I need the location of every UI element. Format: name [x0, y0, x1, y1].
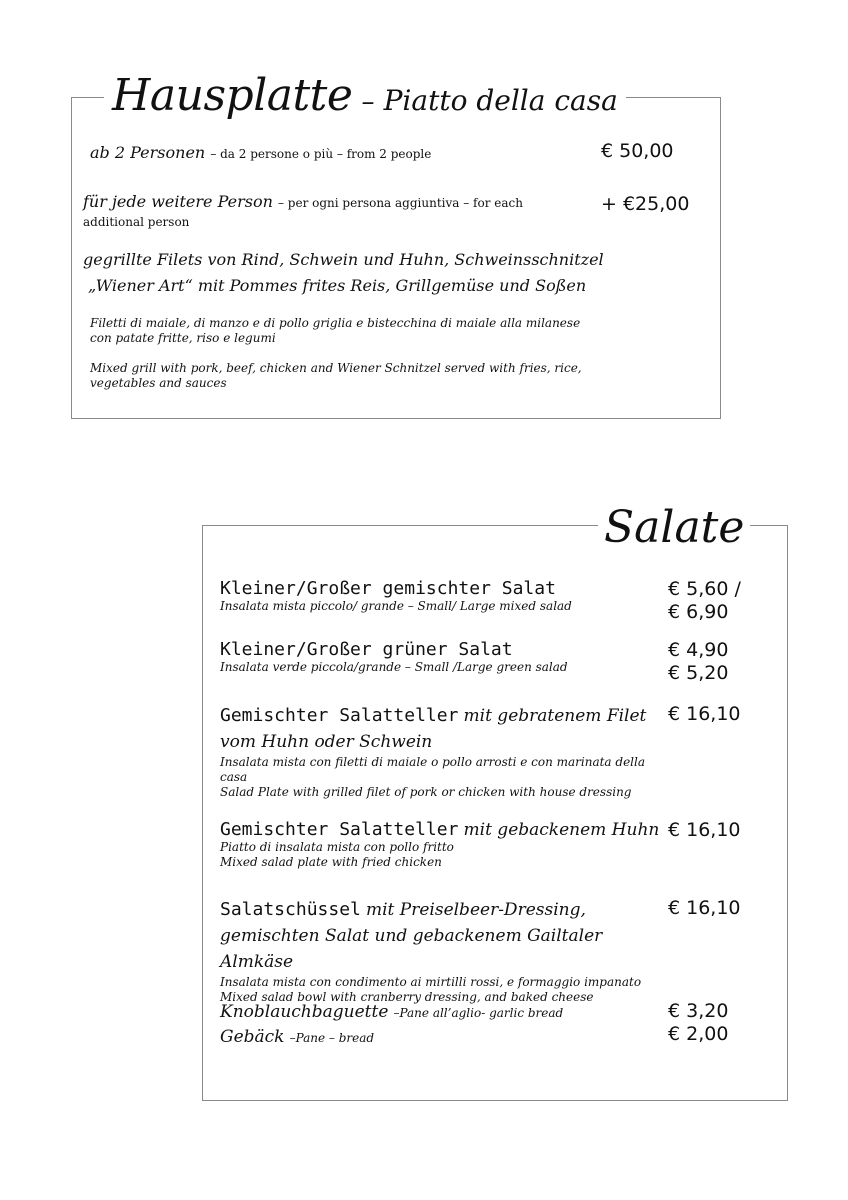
salad-item-price: € 16,10 [668, 819, 741, 841]
hausplatte-row2-price: + €25,00 [601, 193, 690, 215]
extra-item-text: –Pane – bread [289, 1031, 375, 1045]
salad-item-desc-en: Salad Plate with grilled filet of pork or chicken with house dressing [220, 785, 632, 799]
salad-item-name: Gemischter Salatteller [220, 819, 459, 840]
salad-item-price: € 16,10 [668, 703, 741, 725]
salad-item-price [668, 578, 741, 624]
hausplatte-desc-it: Filetti di maiale, di manzo e di pollo griglia e bistecchina di maiale alla milanese con patate fritte, riso e legumi [90, 316, 581, 345]
salad-item [220, 703, 655, 800]
hausplatte-row1-script: ab 2 Personen [90, 143, 206, 162]
extra-item-price: € 3,20 [668, 1000, 729, 1022]
extra-item-garlic-bread [220, 1002, 660, 1022]
salad-item-desc: Insalata mista piccolo/ grande – Small/ Large mixed salad [220, 599, 572, 613]
salad-item-desc-en: Mixed salad plate with fried chicken [220, 855, 442, 869]
hausplatte-row-two-people [90, 143, 600, 162]
salad-item-price-1: € 5,60 / [668, 578, 741, 600]
salad-item-script: mit gebratenem Filet vom Huhn oder Schwein [220, 706, 647, 752]
extra-item-price: € 2,00 [668, 1023, 729, 1045]
hausplatte-row2-text: – per ogni persona aggiuntiva – for each additional person [83, 196, 523, 229]
salate-title: Salate [598, 502, 750, 553]
hausplatte-desc-en: Mixed grill with pork, beef, chicken and Wiener Schnitzel served with fries, rice, vegetables and sauces [90, 361, 582, 390]
extra-item-script: Gebäck [220, 1027, 285, 1047]
hausplatte-heading [104, 70, 626, 121]
salad-item-name: Kleiner/Großer grüner Salat [220, 639, 513, 660]
salad-item-desc: Piatto di insalata mista con pollo fritto [220, 840, 454, 854]
extra-item-text: –Pane all’aglio- garlic bread [393, 1006, 564, 1020]
hausplatte-row2-script: für jede weitere Person [83, 192, 273, 211]
hausplatte-row1-text: – da 2 persone o più – from 2 people [210, 147, 432, 161]
hausplatte-title-separator: – [361, 87, 375, 117]
hausplatte-desc-de-2: „Wiener Art“ mit Pommes frites Reis, Grillgemüse und Soßen [88, 276, 587, 295]
extra-item-bread [220, 1027, 660, 1047]
salad-item [220, 578, 660, 614]
salad-item-desc-en: Mixed salad bowl with cranberry dressing, and baked cheese [220, 990, 594, 1004]
salad-item-price: € 16,10 [668, 897, 741, 919]
salad-item [220, 819, 660, 870]
salad-item [220, 897, 655, 1005]
hausplatte-row1-price: € 50,00 [601, 140, 674, 162]
hausplatte-title: Hausplatte [112, 70, 353, 121]
salad-item-desc: Insalata verde piccola/grande – Small /Large green salad [220, 660, 568, 674]
salad-item-script: mit gebackenem Huhn [463, 820, 660, 840]
hausplatte-subtitle: Piatto della casa [383, 84, 618, 117]
salad-item-desc: Insalata mista con filetti di maiale o pollo arrosti e con marinata della casa [220, 755, 646, 784]
salad-item-name: Salatschüssel [220, 899, 361, 920]
salad-item-name: Kleiner/Großer gemischter Salat [220, 578, 556, 599]
hausplatte-row-additional-person [83, 193, 583, 231]
salad-item-price [668, 639, 728, 685]
hausplatte-desc-de-1: gegrillte Filets von Rind, Schwein und Huhn, Schweinsschnitzel [83, 250, 604, 269]
salad-item-desc: Insalata mista con condimento ai mirtilli rossi, e formaggio impanato [220, 975, 642, 989]
salad-item-price-1: € 4,90 [668, 639, 729, 661]
salad-item-name: Gemischter Salatteller [220, 705, 459, 726]
salad-item-script: mit Preiselbeer-Dressing, gemischten Salat und gebackenem Gailtaler Almkäse [220, 900, 603, 972]
salad-item-price-2: € 5,20 [668, 662, 729, 684]
salad-item [220, 639, 660, 675]
salad-item-price-2: € 6,90 [668, 601, 729, 623]
extra-item-script: Knoblauchbaguette [220, 1002, 389, 1022]
